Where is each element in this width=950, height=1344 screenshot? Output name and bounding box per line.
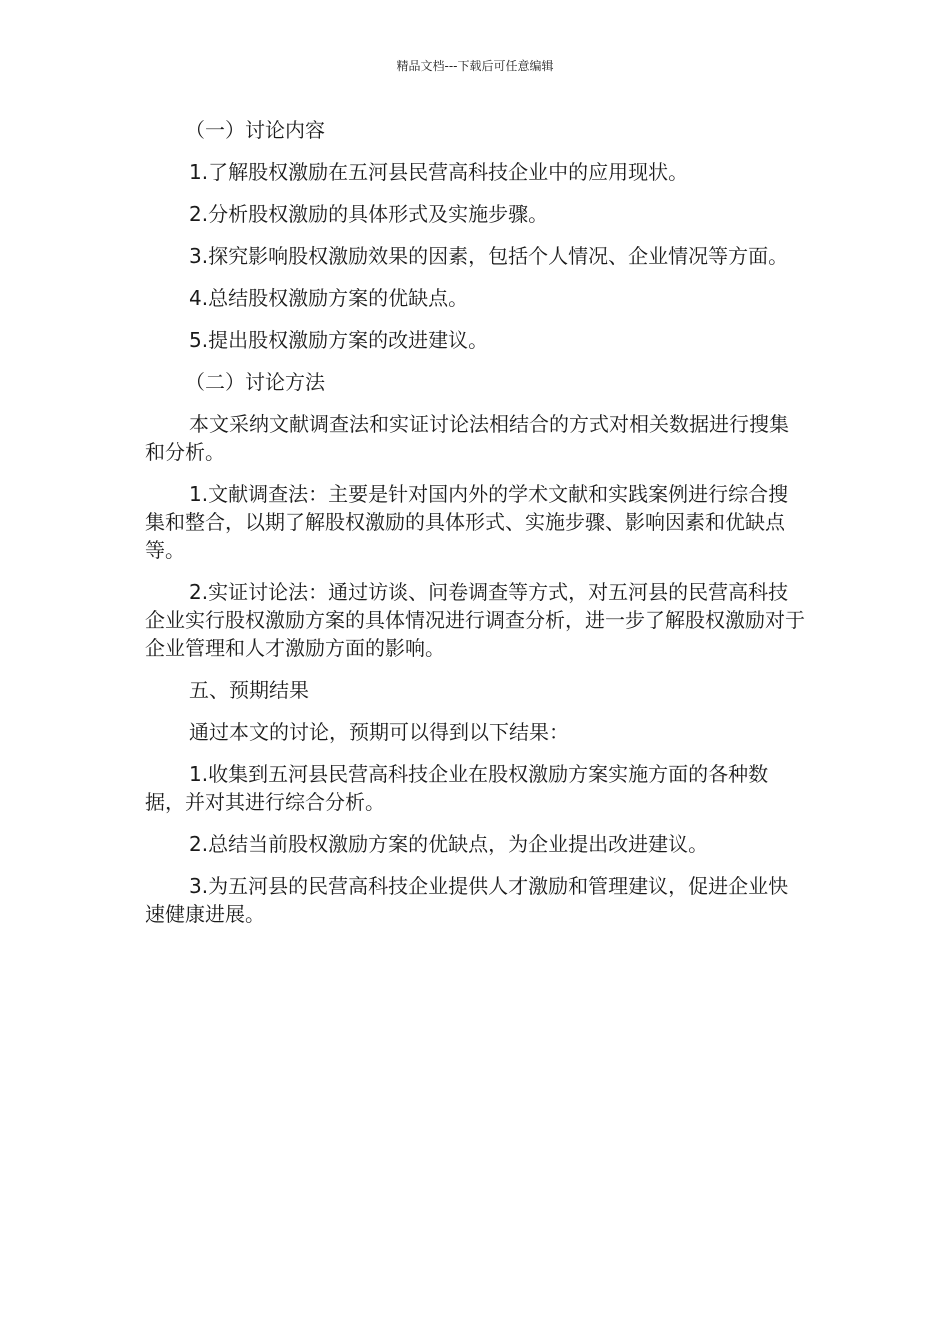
list-item: 2.实证讨论法：通过访谈、问卷调查等方式，对五河县的民营高科技企业实行股权激励方案的具体情况进行调查分析，进一步了解股权激励对于企业管理和人才激励方面的影响。 <box>145 580 805 660</box>
list-item: 1.收集到五河县民营高科技企业在股权激励方案实施方面的各种数据，并对其进行综合分析。 <box>145 762 769 814</box>
body-paragraph: 通过本文的讨论，预期可以得到以下结果： <box>189 720 569 744</box>
list-item: 2.总结当前股权激励方案的优缺点，为企业提出改进建议。 <box>189 832 709 856</box>
list-item: 3.为五河县的民营高科技企业提供人才激励和管理建议，促进企业快速健康进展。 <box>145 874 789 926</box>
section-heading-discussion-content: （一）讨论内容 <box>185 118 325 142</box>
section-heading-expected-results: 五、预期结果 <box>189 678 309 702</box>
list-item: 4.总结股权激励方案的优缺点。 <box>189 286 469 310</box>
list-item: 2.分析股权激励的具体形式及实施步骤。 <box>189 202 549 226</box>
document-body <box>145 116 805 942</box>
list-item: 3.探究影响股权激励效果的因素，包括个人情况、企业情况等方面。 <box>189 244 789 268</box>
list-item: 1.了解股权激励在五河县民营高科技企业中的应用现状。 <box>189 160 689 184</box>
list-item: 5.提出股权激励方案的改进建议。 <box>189 328 489 352</box>
section-heading-discussion-method: （二）讨论方法 <box>185 370 325 394</box>
list-item: 1.文献调查法：主要是针对国内外的学术文献和实践案例进行综合搜集和整合，以期了解股权激励的具体形式、实施步骤、影响因素和优缺点等。 <box>145 482 789 562</box>
page-header: 精品文档---下载后可任意编辑 <box>396 59 554 73</box>
body-paragraph: 本文采纳文献调查法和实证讨论法相结合的方式对相关数据进行搜集和分析。 <box>145 412 789 464</box>
